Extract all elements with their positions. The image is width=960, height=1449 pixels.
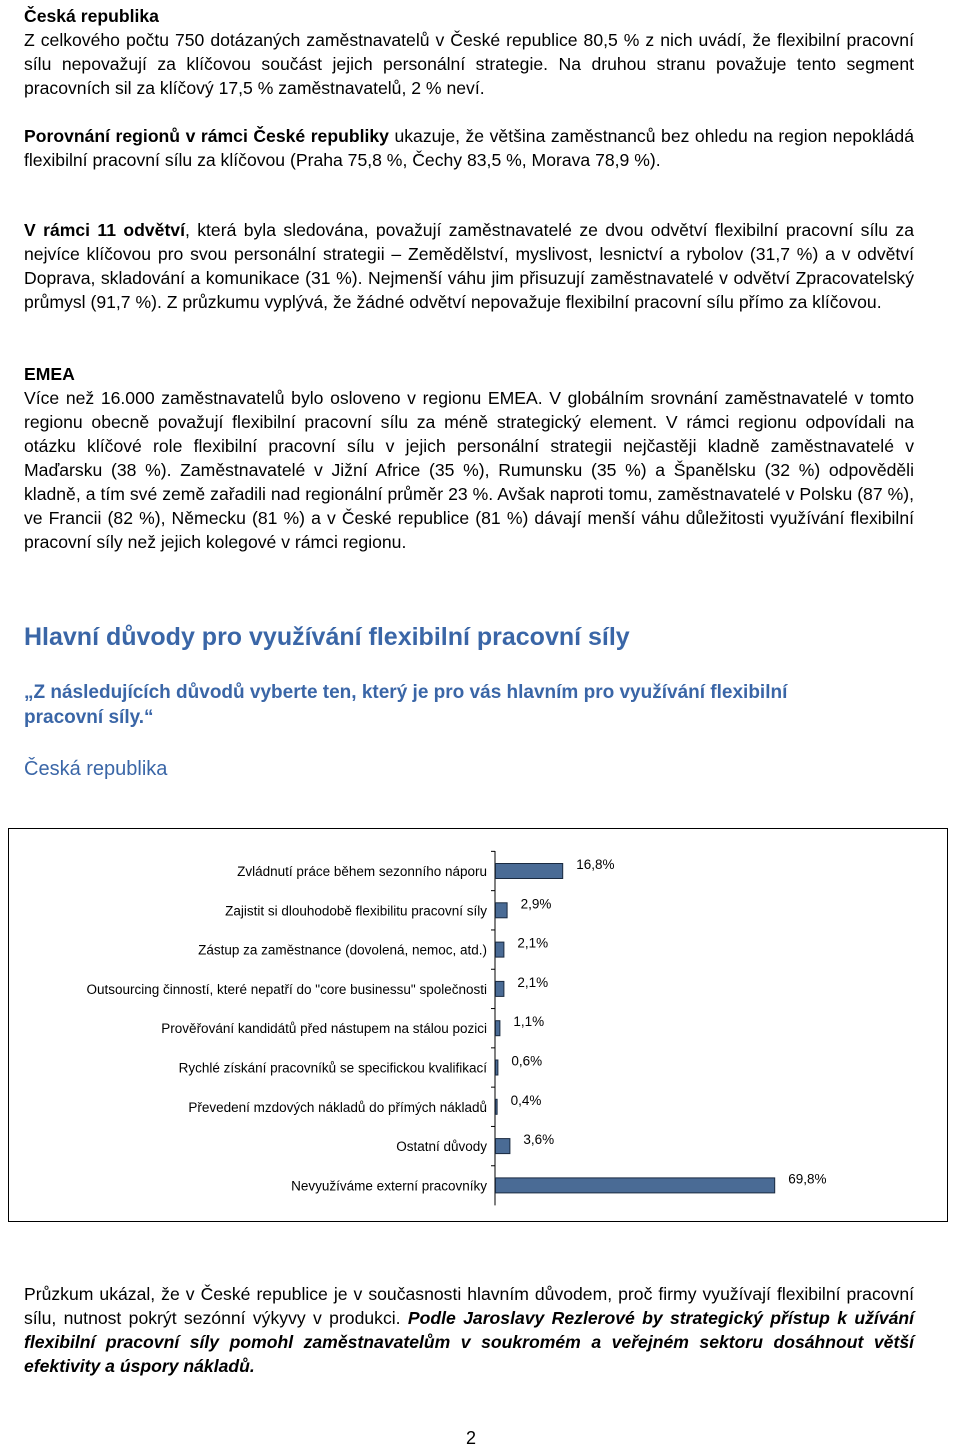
- section-emea: [24, 362, 914, 554]
- region-label-block: [24, 756, 914, 782]
- question-block: [24, 680, 864, 730]
- value-label: 16,8%: [576, 857, 615, 872]
- section-industries: [24, 218, 914, 314]
- bar: [496, 1060, 498, 1075]
- value-label: 2,9%: [520, 896, 552, 912]
- survey-question: „Z následujících důvodů vyberte ten, který je pro vás hlavním pro využívání flexibilní pracovní síly.“: [24, 682, 788, 728]
- page-number: 2: [466, 1428, 477, 1448]
- paragraph-emea: Více než 16.000 zaměstnavatelů bylo osloveno v regionu EMEA. V globálním srovnání zaměstnavatelé v tomto regionu obecně považují flexibilní pracovní sílu za méně strategický element. V rámci regionu odpovídali na otázku klíčové role flexibilní pracovní sílu v jejich personální strategii nejčastěji kladně zaměstnavatelé v Maďarsku (38 %). Zaměstnavatelé v Jižní Africe (35 %), Rumunsku (35 %) a Španělsku (32 %) odpověděli kladně, a tím své země zařadili nad regionální průměr 23 %. Avšak naproti tomu, zaměstnavatelé v Polsku (87 %), ve Francii (82 %), Německu (81 %) a v České republice (81 %) dávají menší váhu důležitosti využívání flexibilní pracovní síly než jejich kolegové v rámci regionu.: [24, 388, 914, 552]
- paragraph-conclusion: [24, 1282, 914, 1378]
- value-label: 69,8%: [788, 1171, 827, 1187]
- category-label: Ostatní důvody: [396, 1139, 487, 1155]
- regions-text: ukazuje, že většina zaměstnanců bez ohledu na region nepokládá flexibilní pracovní sílu za klíčovou (Praha 75,8 %, Čechy 83,5 %, Morava 78,9 %).: [24, 126, 914, 170]
- regions-lead: Porovnání regionů v rámci České republiky: [24, 126, 389, 146]
- industries-text: , která byla sledována, považují zaměstnavatelé ze dvou odvětví flexibilní pracovní sílu za nejvíce klíčovou pro svou personální strategii – Zemědělství, myslivost, lesnictví a rybolov (31,7 %) a v odvětví Doprava, skladování a komunikace (31 %). Nejmenší váhu jim přisuzují zaměstnavatelé v odvětví Zpracovatelský průmysl (91,7 %). Z průzkumu vyplývá, že žádné odvětví nepovažuje flexibilní pracovní sílu přímo za klíčovou.: [24, 220, 914, 312]
- region-label: Česká republika: [24, 758, 168, 780]
- bar-chart: [9, 829, 947, 1221]
- bar: [496, 1139, 510, 1154]
- value-label: 2,1%: [517, 974, 549, 990]
- main-heading-block: [24, 622, 914, 652]
- value-label: 0,4%: [510, 1092, 542, 1108]
- paragraph-industries: [24, 218, 914, 314]
- section-czech: [24, 4, 914, 100]
- category-label: Zástup za zaměstnance (dovolená, nemoc, atd.): [198, 942, 487, 958]
- industries-lead: V rámci 11 odvětví: [24, 220, 185, 240]
- section-title-emea: EMEA: [24, 364, 75, 384]
- category-label: Zvládnutí práce během sezonního náporu: [237, 864, 487, 879]
- section-title-czech: Česká republika: [24, 6, 159, 26]
- chart-frame: [8, 828, 948, 1222]
- bar: [496, 1099, 498, 1114]
- main-heading: Hlavní důvody pro využívání flexibilní pracovní síly: [24, 623, 630, 651]
- conclusion-block: [24, 1282, 914, 1378]
- bar: [496, 1178, 775, 1193]
- bar: [496, 942, 504, 957]
- bar: [496, 903, 508, 918]
- value-label: 2,1%: [517, 935, 549, 951]
- category-label: Prověřování kandidátů před nástupem na stálou pozici: [161, 1021, 487, 1037]
- paragraph-regions: [24, 124, 914, 172]
- value-label: 3,6%: [523, 1132, 555, 1148]
- category-label: Nevyužíváme externí pracovníky: [291, 1178, 487, 1194]
- category-label: Zajistit si dlouhodobě flexibilitu pracovní síly: [225, 903, 487, 919]
- bar: [496, 864, 563, 879]
- section-regions: [24, 124, 914, 172]
- paragraph-czech-summary: Z celkového počtu 750 dotázaných zaměstnavatelů v České republice 80,5 % z nich uvádí, že flexibilní pracovní sílu nepovažují za klíčovou součást jejich personální strategie. Na druhou stranu považuje tento segment pracovních sil za klíčový 17,5 % zaměstnavatelů, 2 % neví.: [24, 30, 914, 98]
- conclusion-quote: Podle Jaroslavy Rezlerové by strategický přístup k užívání flexibilní pracovní síly pomohl zaměstnavatelům v soukromém a veřejném sektoru dosáhnout větší efektivity a úspory nákladů.: [24, 1308, 914, 1376]
- category-label: Převedení mzdových nákladů do přímých nákladů: [188, 1099, 487, 1115]
- bar: [496, 981, 504, 996]
- value-label: 0,6%: [511, 1053, 543, 1069]
- value-label: 1,1%: [513, 1014, 545, 1030]
- category-label: Outsourcing činností, které nepatří do "core businessu" společnosti: [86, 981, 487, 997]
- category-label: Rychlé získání pracovníků se specifickou kvalifikací: [178, 1060, 487, 1076]
- conclusion-text: Průzkum ukázal, že v České republice je v současnosti hlavním důvodem, proč firmy využívají flexibilní pracovní sílu, nutnost pokrýt sezónní výkyvy v produkci.: [24, 1284, 914, 1328]
- bar: [496, 1021, 500, 1036]
